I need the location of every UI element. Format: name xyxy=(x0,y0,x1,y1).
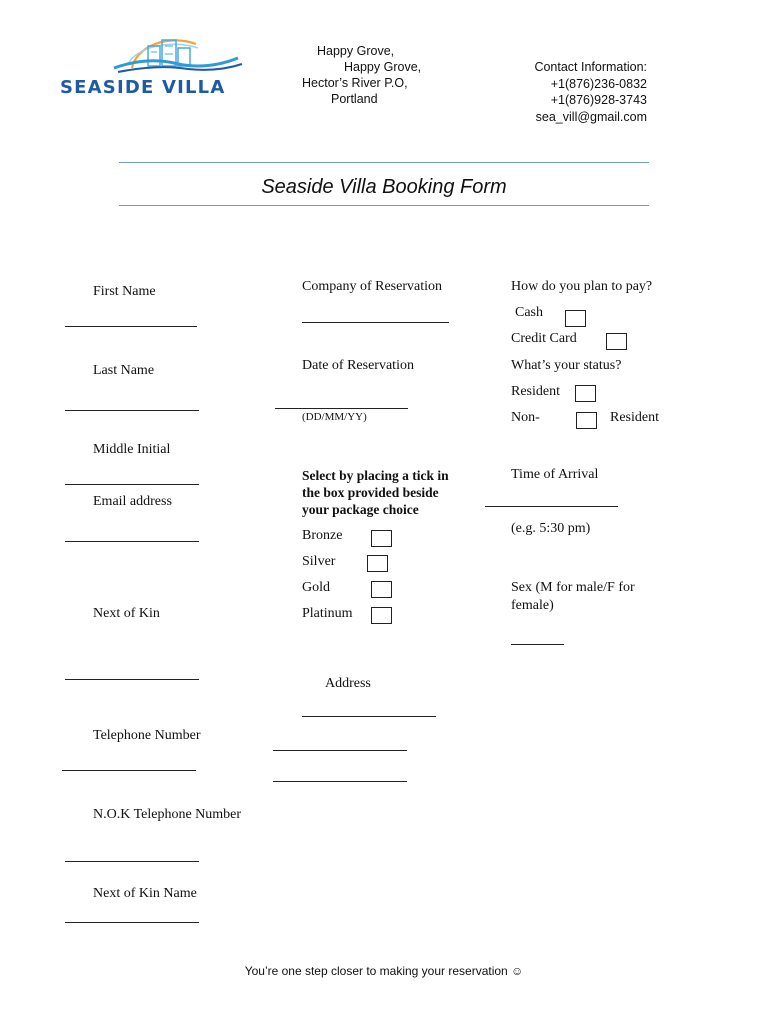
time-example-hint: (e.g. 5:30 pm) xyxy=(511,521,591,536)
address-line-2: Happy Grove, xyxy=(344,60,422,74)
package-bronze-label: Bronze xyxy=(302,528,343,543)
address-field-3[interactable] xyxy=(273,781,407,782)
nok-telephone-label: N.O.K Telephone Number xyxy=(93,807,242,822)
next-of-kin-name-label: Next of Kin Name xyxy=(93,886,197,901)
cash-label: Cash xyxy=(515,305,543,320)
non-resident-suffix: Resident xyxy=(610,410,659,425)
address-label: Address xyxy=(325,676,371,691)
non-resident-checkbox[interactable] xyxy=(576,412,597,429)
contact-block xyxy=(534,59,647,125)
time-of-arrival-label: Time of Arrival xyxy=(511,467,599,482)
date-format-hint: (DD/MM/YY) xyxy=(302,411,367,423)
last-name-label: Last Name xyxy=(93,363,155,378)
contact-title: Contact Information: xyxy=(534,60,647,74)
package-silver-label: Silver xyxy=(302,554,336,569)
credit-card-label: Credit Card xyxy=(511,331,577,346)
sex-field[interactable] xyxy=(511,644,564,645)
address-line-1: Happy Grove, xyxy=(317,44,395,58)
footer-message: You’re one step closer to making your reservation ☺ xyxy=(244,964,524,978)
next-of-kin-name-field[interactable] xyxy=(65,922,199,923)
non-resident-prefix: Non- xyxy=(511,410,540,425)
time-of-arrival-field[interactable] xyxy=(485,506,618,507)
address-field-2[interactable] xyxy=(273,750,407,751)
telephone-number-label: Telephone Number xyxy=(93,728,201,743)
telephone-number-field[interactable] xyxy=(62,770,196,771)
credit-card-checkbox[interactable] xyxy=(606,333,627,350)
package-instructions-line-2: the box provided beside xyxy=(302,485,439,500)
date-of-reservation-field[interactable] xyxy=(275,408,408,409)
cash-checkbox[interactable] xyxy=(565,310,586,327)
first-name-field[interactable] xyxy=(65,326,197,327)
middle-initial-label: Middle Initial xyxy=(93,442,171,457)
date-of-reservation-label: Date of Reservation xyxy=(302,358,414,373)
package-instructions xyxy=(302,467,449,518)
logo xyxy=(58,34,254,100)
sex-label xyxy=(511,579,635,615)
package-instructions-line-1: Select by placing a tick in xyxy=(302,468,449,483)
first-name-label: First Name xyxy=(93,284,156,299)
email-address-label: Email address xyxy=(93,494,172,509)
package-platinum-checkbox[interactable] xyxy=(371,607,392,624)
status-question-label: What’s your status? xyxy=(511,358,622,373)
address-line-3: Hector’s River P.O, xyxy=(302,76,408,90)
resident-checkbox[interactable] xyxy=(575,385,596,402)
last-name-field[interactable] xyxy=(65,410,199,411)
title-rule-bottom xyxy=(119,205,649,206)
company-of-reservation-field[interactable] xyxy=(302,322,449,323)
nok-telephone-field[interactable] xyxy=(65,861,199,862)
middle-initial-field[interactable] xyxy=(65,484,199,485)
title-rule-top xyxy=(119,162,649,163)
address-field-1[interactable] xyxy=(302,716,436,717)
phone-1: +1(876)236-0832 xyxy=(550,76,647,91)
sex-label-line-1: Sex (M for male/F for xyxy=(511,580,635,595)
contact-email: sea_vill@gmail.com xyxy=(535,109,647,124)
package-bronze-checkbox[interactable] xyxy=(371,530,392,547)
logo-text: SEASIDE VILLA xyxy=(60,77,226,98)
phone-2: +1(876)928-3743 xyxy=(550,93,647,107)
sex-label-line-2: female) xyxy=(511,598,554,613)
package-silver-checkbox[interactable] xyxy=(367,555,388,572)
pay-question-label: How do you plan to pay? xyxy=(511,279,653,294)
next-of-kin-field[interactable] xyxy=(65,679,199,680)
email-address-field[interactable] xyxy=(65,541,199,542)
next-of-kin-label: Next of Kin xyxy=(93,606,160,621)
form-title: Seaside Villa Booking Form xyxy=(261,176,507,198)
package-gold-checkbox[interactable] xyxy=(371,581,392,598)
package-gold-label: Gold xyxy=(302,580,330,595)
villa-logo-icon xyxy=(58,34,254,74)
package-platinum-label: Platinum xyxy=(302,606,353,621)
resident-label: Resident xyxy=(511,384,560,399)
address-line-4: Portland xyxy=(331,92,378,106)
company-of-reservation-label: Company of Reservation xyxy=(302,279,442,294)
package-instructions-line-3: your package choice xyxy=(302,502,419,517)
